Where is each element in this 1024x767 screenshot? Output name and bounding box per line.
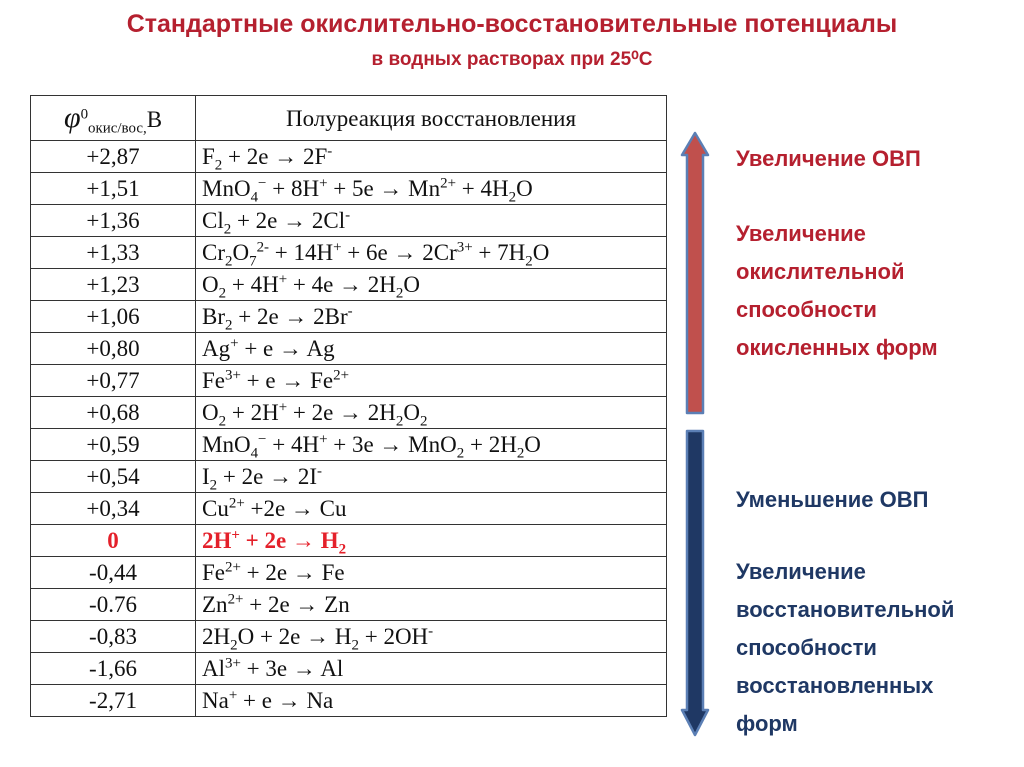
down-arrow-icon (682, 431, 708, 735)
potential-cell: +2,87 (31, 141, 196, 173)
potential-cell: +0,68 (31, 397, 196, 429)
table-row (31, 269, 667, 301)
decrease-ovp-label: Уменьшение ОВП (736, 487, 929, 512)
up-arrow-icon (682, 133, 708, 413)
increase-reducing-ability-label: Увеличение восстановительной способности восстановленных форм (736, 559, 955, 736)
reaction-cell: Na+ + e → Na (196, 685, 667, 717)
potential-cell: +1,51 (31, 173, 196, 205)
reaction-column-header: Полуреакция восстановления (196, 96, 667, 141)
increase-ovp-label: Увеличение ОВП (736, 146, 921, 171)
potential-cell: -2,71 (31, 685, 196, 717)
potential-cell: +1,23 (31, 269, 196, 301)
potential-cell: +1,33 (31, 237, 196, 269)
reaction-cell: $Al^{3+} + 3e \to Al$ (196, 653, 667, 685)
reaction-cell: $O_2 + 4H^+ + 4e \to 2H_2O$ (196, 269, 667, 301)
table-row (31, 237, 667, 269)
reaction-cell: $Fe^{2+} + 2e \to Fe$ (196, 557, 667, 589)
page-title: Стандартные окислительно-восстановительные потенциалы (126, 10, 898, 38)
reaction-cell: $Fe^{3+} + e \to Fe^{2+}$ (196, 365, 667, 397)
potential-cell: +0,34 (31, 493, 196, 525)
potential-cell: +0,77 (31, 365, 196, 397)
increase-oxidizing-ability-label: Увеличение окислительной способности окисленных форм (736, 221, 938, 360)
table-row (31, 525, 667, 557)
reaction-cell: Ag+ + e → Ag (196, 333, 667, 365)
potential-cell: -0,83 (31, 621, 196, 653)
table-row (31, 301, 667, 333)
direction-arrows (670, 125, 720, 745)
reaction-cell: $O_2 + 2H^+ + 2e \to 2H_2O_2$ (196, 397, 667, 429)
table-row (31, 397, 667, 429)
reaction-cell: $Zn^{2+} + 2e \to Zn$ (196, 589, 667, 621)
reaction-cell: $Br_2 + 2e \to 2Br^-$ (196, 301, 667, 333)
reaction-cell: $F_2 + 2e \to 2F^-$ (196, 141, 667, 173)
table-row (31, 589, 667, 621)
potential-cell: -0.76 (31, 589, 196, 621)
reaction-cell: $Cr_2O_7^{2-} + 14H^+ + 6e \to 2Cr^{3+} + 7H_2O$ (196, 237, 667, 269)
potential-cell: 0 (31, 525, 196, 557)
table-row (31, 429, 667, 461)
reaction-cell: $Cu^{2+} +2e \to Cu$ (196, 493, 667, 525)
reaction-cell: $MnO_4^- + 8H^+ + 5e \to Mn^{2+} + 4H_2O$ (196, 173, 667, 205)
table-row (31, 557, 667, 589)
potential-cell: +0,59 (31, 429, 196, 461)
table-row (31, 685, 667, 717)
potential-cell: +1,36 (31, 205, 196, 237)
potential-cell: +0,80 (31, 333, 196, 365)
page-subtitle: в водных растворах при 25⁰С (371, 49, 653, 70)
potential-cell: +0,54 (31, 461, 196, 493)
redox-potential-table (30, 95, 667, 717)
table-row (31, 365, 667, 397)
table-row (31, 205, 667, 237)
potential-cell: +1,06 (31, 301, 196, 333)
table-row (31, 493, 667, 525)
table-header-row (31, 96, 667, 141)
table-row (31, 141, 667, 173)
potential-cell: -0,44 (31, 557, 196, 589)
potential-column-header: $\varphi^0_{окис/вос,}В$ (31, 96, 196, 141)
table-row (31, 653, 667, 685)
reaction-cell: $2H_2O + 2e \to H_2 + 2OH^-$ (196, 621, 667, 653)
potential-cell: -1,66 (31, 653, 196, 685)
table-row (31, 621, 667, 653)
table-row (31, 173, 667, 205)
table-row (31, 461, 667, 493)
reaction-cell: $Cl_2 + 2e \to 2Cl^-$ (196, 205, 667, 237)
reaction-cell: $MnO_4^- + 4H^+ + 3e \to MnO_2 + 2H_2O$ (196, 429, 667, 461)
reaction-cell: $2H^+ + 2e \to H_2$ (196, 525, 667, 557)
table-row (31, 333, 667, 365)
reaction-cell: $I_2 + 2e \to 2I^-$ (196, 461, 667, 493)
